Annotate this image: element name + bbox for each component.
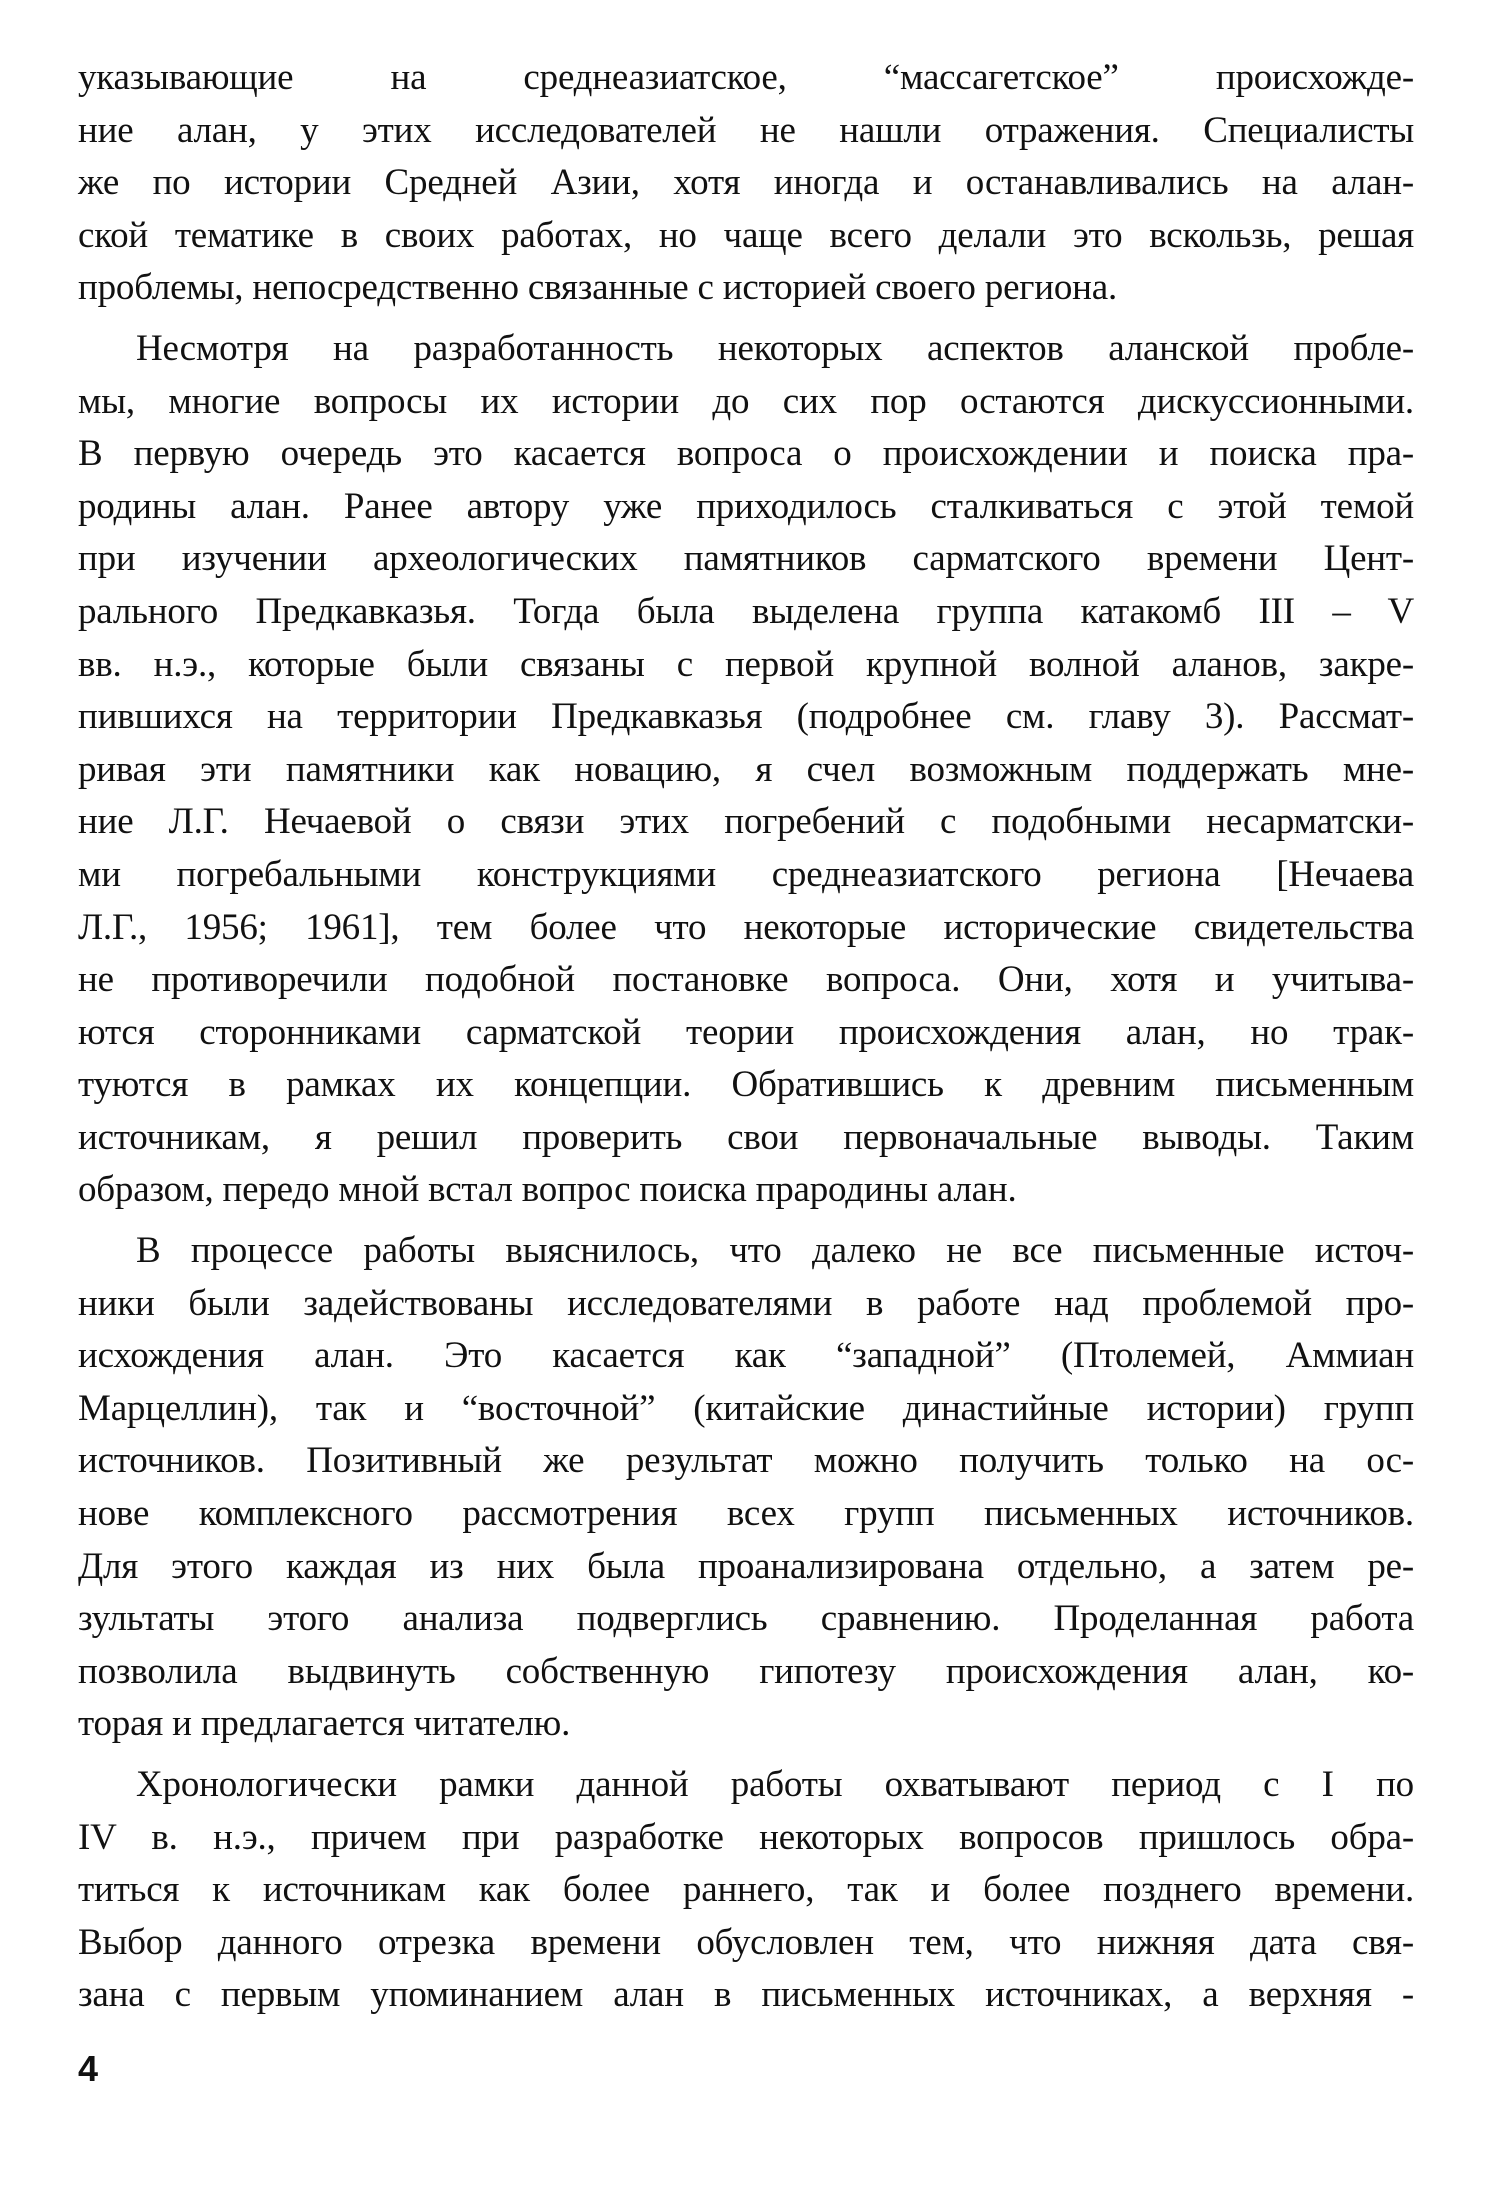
text-line: позволила выдвинуть собственную гипотезу происхождения алан, ко- (78, 1650, 1414, 1692)
text-line: титься к источникам как более раннего, так и более позднего времени. (78, 1869, 1414, 1911)
text-line: Несмотря на разработанность некоторых аспектов аланской пробле- (136, 327, 1414, 369)
text-line: проблемы, непосредственно связанные с историей своего региона. (78, 267, 1118, 309)
text-line: рального Предкавказья. Тогда была выделена группа катакомб III – V (78, 590, 1414, 632)
text-line: торая и предлагается читателю. (78, 1703, 571, 1745)
text-line: зультаты этого анализа подверглись сравнению. Проделанная работа (78, 1598, 1414, 1640)
paragraph-4 (78, 1759, 1414, 2022)
text-line: нове комплексного рассмотрения всех групп письменных источников. (78, 1493, 1414, 1535)
text-line: Хронологически рамки данной работы охватывают период с I по (136, 1764, 1414, 1805)
text-line: родины алан. Ранее автору уже приходилось сталкиваться с этой темой (78, 485, 1414, 527)
text-line: образом, передо мной встал вопрос поиска прародины алан. (78, 1169, 1017, 1211)
paragraph-1 (78, 52, 1414, 315)
text-line: Марцеллин), так и “восточной” (китайские династийные истории) групп (78, 1387, 1414, 1429)
text-line: же по истории Средней Азии, хотя иногда и останавливались на алан- (78, 162, 1414, 204)
text-line: Выбор данного отрезка времени обусловлен тем, что нижняя дата свя- (78, 1921, 1414, 1963)
text-line: пившихся на территории Предкавказья (подробнее см. главу 3). Рассмат- (78, 696, 1414, 738)
text-line: В процессе работы выяснилось, что далеко не все письменные источ- (136, 1230, 1414, 1272)
paragraph-2 (78, 323, 1414, 1217)
text-line: ми погребальными конструкциями среднеазиатского региона [Нечаева (78, 853, 1414, 895)
paragraph-3 (78, 1225, 1414, 1751)
text-line: Для этого каждая из них была проанализирована отдельно, а затем ре- (78, 1545, 1414, 1587)
text-line: источников. Позитивный же результат можно получить только на ос- (78, 1440, 1414, 1482)
text-line: IV в. н.э., причем при разработке некоторых вопросов пришлось обра- (78, 1816, 1414, 1858)
text-line: ние алан, у этих исследователей не нашли отражения. Специалисты (78, 109, 1414, 151)
text-line: зана с первым упоминанием алан в письменных источниках, а верхняя - (78, 1974, 1414, 2016)
text-line: источникам, я решил проверить свои первоначальные выводы. Таким (78, 1116, 1414, 1158)
text-line: ники были задействованы исследователями в работе над проблемой про- (78, 1282, 1414, 1324)
text-line: ривая эти памятники как новацию, я счел возможным поддержать мне- (78, 748, 1414, 790)
text-line: при изучении археологических памятников сарматского времени Цент- (78, 538, 1414, 580)
page-number: 4 (78, 2048, 99, 2089)
text-line: мы, многие вопросы их истории до сих пор остаются дискуссионными. (78, 380, 1414, 422)
text-line: указывающие на среднеазиатское, “массагетское” происхожде- (78, 57, 1414, 98)
text-line: вв. н.э., которые были связаны с первой крупной волной аланов, закре- (78, 643, 1414, 685)
text-line: ются сторонниками сарматской теории происхождения алан, но трак- (78, 1011, 1414, 1053)
text-line: туются в рамках их концепции. Обратившись к древним письменным (78, 1064, 1414, 1106)
text-line: исхождения алан. Это касается как “западной” (Птолемей, Аммиан (78, 1335, 1414, 1377)
text-line: В первую очередь это касается вопроса о происхождении и поиска пра- (78, 433, 1414, 475)
text-line: ние Л.Г. Нечаевой о связи этих погребений с подобными несарматски- (78, 801, 1414, 843)
text-line: Л.Г., 1956; 1961], тем более что некоторые исторические свидетельства (78, 906, 1414, 948)
text-line: ской тематике в своих работах, но чаще всего делали это вскользь, решая (78, 214, 1414, 256)
text-line: не противоречили подобной постановке вопроса. Они, хотя и учитыва- (78, 959, 1414, 1001)
body-text (78, 52, 1414, 2022)
